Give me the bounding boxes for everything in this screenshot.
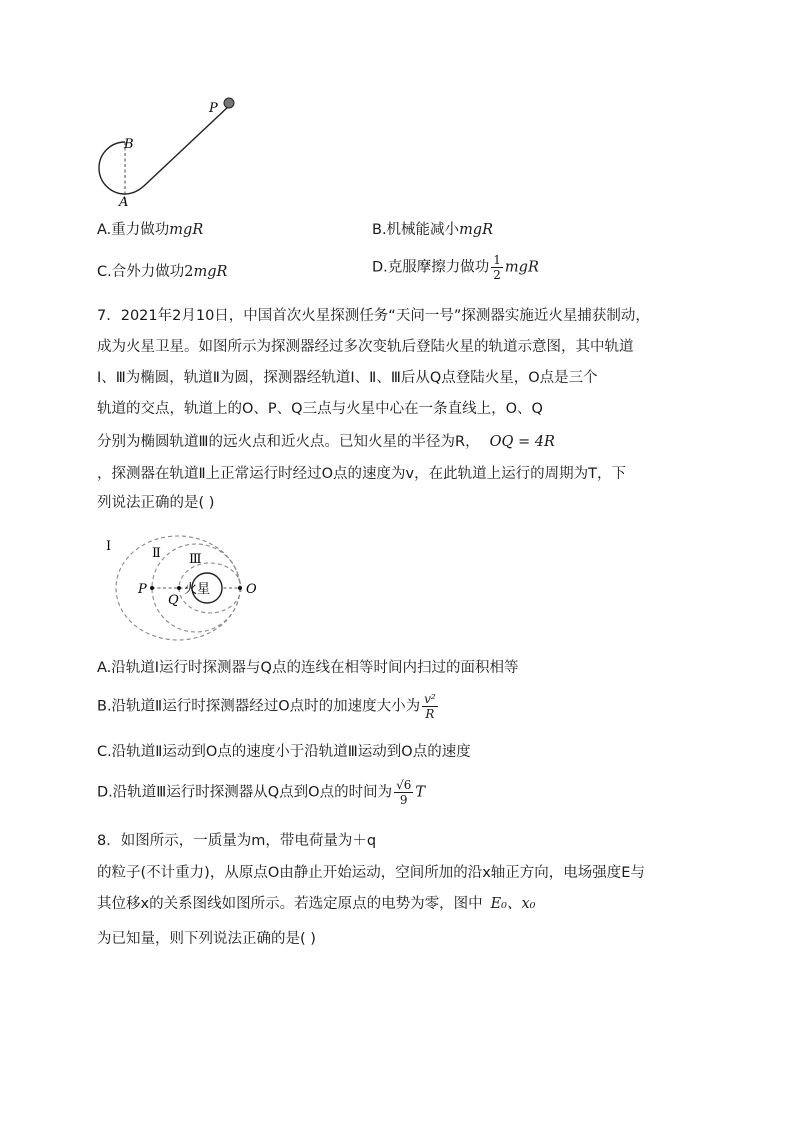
point-O — [238, 586, 242, 590]
label-Q: Q — [168, 593, 179, 608]
point-P — [150, 586, 154, 590]
q7-line-1: 7．2021年2月10日，中国首次火星探测任务“天问一号”探测器实施近火星捕获制动， — [97, 308, 650, 324]
q7-line-3: Ⅰ、Ⅲ为椭圆，轨道Ⅱ为圆，探测器经轨道Ⅰ、Ⅱ、Ⅲ后从Q点登陆火星，O点是三个 — [97, 370, 598, 386]
q7-option-a[interactable]: A.沿轨道Ⅰ运行时探测器与Q点的连线在相等时间内扫过的面积相等 — [97, 660, 519, 676]
ball — [224, 98, 234, 108]
label-P: P — [138, 582, 147, 597]
q6-option-c[interactable]: C.合外力做功2mgR — [97, 264, 228, 280]
q7-option-b[interactable]: B.沿轨道Ⅱ运行时探测器经过O点时的加速度大小为 $\frac{\text{v²}}{R}$ — [97, 692, 436, 721]
orbit-figure — [94, 527, 274, 649]
track-figure — [88, 92, 258, 214]
label-B: B — [124, 137, 134, 152]
q7-line-4: 轨道的交点，轨道上的O、P、Q三点与火星中心在一条直线上，O、Q — [97, 401, 543, 417]
fraction-sqrt6-over-9: $\frac{√6}{9}$ — [396, 778, 412, 807]
orbit-label-I: Ⅰ — [106, 539, 112, 554]
label-A: A — [119, 195, 129, 210]
point-Q — [177, 586, 181, 590]
q7-line-5: 分别为椭圆轨道Ⅲ的远火点和近火点。已知火星的半径为R， OQ = 4R — [97, 434, 555, 450]
label-P: P — [209, 101, 218, 116]
q8-line-3: 其位移x的关系图线如图所示。若选定原点的电势为零，图中 E₀、x₀ — [97, 896, 536, 912]
q7-option-c[interactable]: C.沿轨道Ⅱ运动到O点的速度小于沿轨道Ⅲ运动到O点的速度 — [97, 744, 471, 760]
q6-option-b[interactable]: B.机械能减小mgR — [372, 222, 494, 238]
q7-option-d[interactable]: D.沿轨道Ⅲ运行时探测器从Q点到O点的时间为 $\frac{√6}{9}$ T — [97, 778, 426, 807]
q7-line-7: 列说法正确的是( ) — [97, 495, 215, 511]
q8-line-2: 的粒子(不计重力)，从原点O由静止开始运动，空间所加的沿x轴正方向，电场强度E与 — [97, 865, 645, 881]
q6-option-d[interactable]: D.克服摩擦力做功 $\frac{1}{2}$ mgR — [372, 253, 539, 282]
loop-track — [99, 142, 125, 194]
mars-label: 火星 — [184, 582, 211, 597]
orbit-label-II: Ⅱ — [152, 546, 161, 561]
fraction-half: $\frac{1}{2}$ — [493, 253, 501, 282]
incline-track — [125, 106, 229, 194]
q6-option-a[interactable]: A.重力做功mgR — [97, 222, 204, 238]
q8-line-1: 8．如图所示，一质量为m，带电荷量为＋q — [97, 833, 377, 849]
q8-line-4: 为已知量，则下列说法正确的是( ) — [97, 931, 316, 947]
fraction-v2-over-R: $\frac{\text{v²}}{R}$ — [424, 692, 436, 721]
q7-line-6: ，探测器在轨道Ⅱ上正常运行时经过O点的速度为v，在此轨道上运行的周期为T，下 — [97, 466, 626, 482]
q7-line-2: 成为火星卫星。如图所示为探测器经过多次变轨后登陆火星的轨道示意图，其中轨道 — [97, 339, 634, 355]
label-O: O — [246, 582, 257, 597]
orbit-label-III: Ⅲ — [189, 552, 202, 567]
